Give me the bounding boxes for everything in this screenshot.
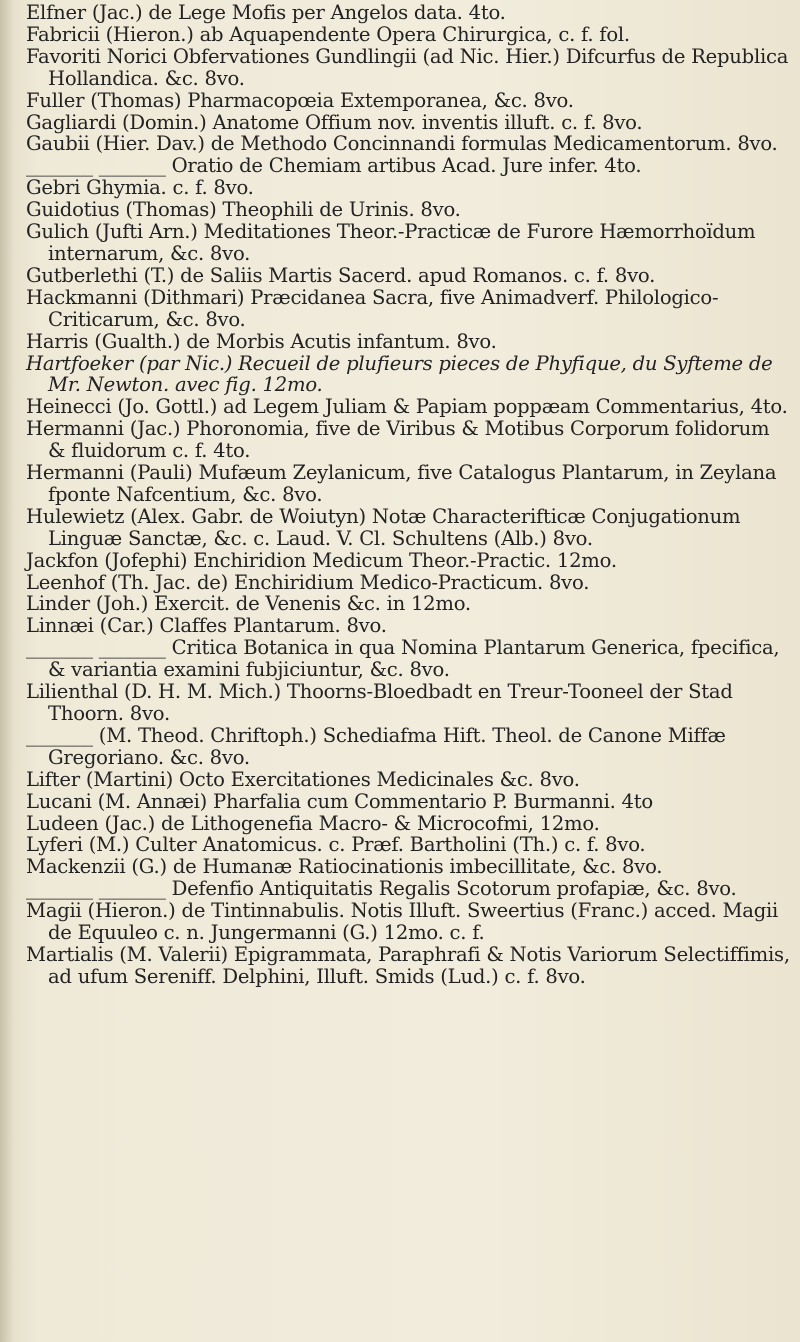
catalog-entry: Hackmanni (Dithmari) Præcidanea Sacra, five Animadverf. Philologico-Criticarum, &c. 8vo. [26,285,719,331]
book-catalog-list [26,2,791,988]
catalog-entry: Gaubii (Hier. Dav.) de Methodo Concinnandi formulas Medicamentorum. 8vo. [26,132,778,156]
catalog-entry: Leenhof (Th. Jac. de) Enchiridium Medico-Practicum. 8vo. [26,570,590,594]
catalog-entry: Harris (Gualth.) de Morbis Acutis infantum. 8vo. [26,329,497,353]
page-binding-shadow [0,0,14,1342]
catalog-entry: Lilienthal (D. H. M. Mich.) Thoorns-Bloedbadt en Treur-Tooneel der Stad Thoorn. 8vo. [26,680,733,725]
catalog-entry: Jackfon (Jofephi) Enchiridion Medicum Theor.-Practic. 12mo. [26,548,617,572]
catalog-entry: Linnæi (Car.) Claffes Plantarum. 8vo. [26,614,387,638]
catalog-entry: _______ _______ Critica Botanica in qua Nomina Plantarum Generica, fpecifica, & variantia examini fubjiciuntur, &c. 8vo. [26,636,780,682]
catalog-entry: Elfner (Jac.) de Lege Mofis per Angelos data. 4to. [26,1,506,24]
catalog-entry: _______ _______ Oratio de Chemiam artibus Acad. Jure infer. 4to. [26,154,642,178]
catalog-entry: Hermanni (Jac.) Phoronomia, five de Viribus & Motibus Corporum folidorum & fluidorum c. f. 4to. [26,417,770,463]
catalog-entry: Lyferi (M.) Culter Anatomicus. c. Præf. Bartholini (Th.) c. f. 8vo. [26,833,646,857]
catalog-entry: Mackenzii (G.) de Humanæ Ratiocinationis imbecillitate, &c. 8vo. [26,855,663,879]
catalog-entry: Gebri Ghymia. c. f. 8vo. [26,176,254,200]
catalog-entry: Favoriti Norici Obfervationes Gundlingii (ad Nic. Hier.) Difcurfus de Republica Hollandica. &c. 8vo. [26,44,789,90]
catalog-entry: Lucani (M. Annæi) Pharfalia cum Commentario P. Burmanni. 4to [26,789,653,813]
catalog-entry: _______ _______ Defenfio Antiquitatis Regalis Scotorum profapiæ, &c. 8vo. [26,877,737,901]
catalog-entry: _______ (M. Theod. Chriftoph.) Schediafma Hift. Theol. de Canone Miffæ Gregoriano. &c. 8vo. [26,723,726,769]
catalog-entry: Magii (Hieron.) de Tintinnabulis. Notis Illuft. Sweertius (Franc.) acced. Magii de Equuleo c. n. Jungermanni (G.) 12mo. c. f. [26,899,779,945]
catalog-entry: Gutberlethi (T.) de Saliis Martis Sacerd. apud Romanos. c. f. 8vo. [26,263,656,287]
catalog-entry: Ludeen (Jac.) de Lithogenefia Macro- & Microcofmi, 12mo. [26,811,600,835]
catalog-entry: Lifter (Martini) Octo Exercitationes Medicinales &c. 8vo. [26,767,580,791]
catalog-entry: Gulich (Jufti Arn.) Meditationes Theor.-Practicæ de Furore Hæmorrhoïdum internarum, &c. 8vo. [26,220,756,265]
catalog-entry: Fuller (Thomas) Pharmacopœia Extemporanea, &c. 8vo. [26,88,574,112]
catalog-entry: Guidotius (Thomas) Theophili de Urinis. 8vo. [26,198,461,222]
catalog-entry: Martialis (M. Valerii) Epigrammata, Paraphrafi & Notis Variorum Selectiffimis, ad ufum Sereniff. Delphini, Illuft. Smids (Lud.) c. f. 8vo. [26,942,790,988]
catalog-entry: Heinecci (Jo. Gottl.) ad Legem Juliam & Papiam poppæam Commentarius, 4to. [26,395,788,419]
catalog-entry: Gagliardi (Domin.) Anatome Offium nov. inventis illuft. c. f. 8vo. [26,110,643,134]
catalog-entry: Hulewietz (Alex. Gabr. de Woiutyn) Notæ Characterifticæ Conjugationum Linguæ Sanctæ, &c. c. Laud. V. Cl. Schultens (Alb.) 8vo. [26,504,741,550]
catalog-entry: Fabricii (Hieron.) ab Aquapendente Opera Chirurgica, c. f. fol. [26,22,630,46]
catalog-entry: Linder (Joh.) Exercit. de Venenis &c. in 12mo. [26,592,471,616]
catalog-entry: Hartfoeker (par Nic.) Recueil de plufieurs pieces de Phyfique, du Syfteme de Mr. Newton. avec fig. 12mo. [26,351,773,397]
catalog-entry: Hermanni (Pauli) Mufæum Zeylanicum, five Catalogus Plantarum, in Zeylana fponte Nafcentium, &c. 8vo. [26,461,777,506]
